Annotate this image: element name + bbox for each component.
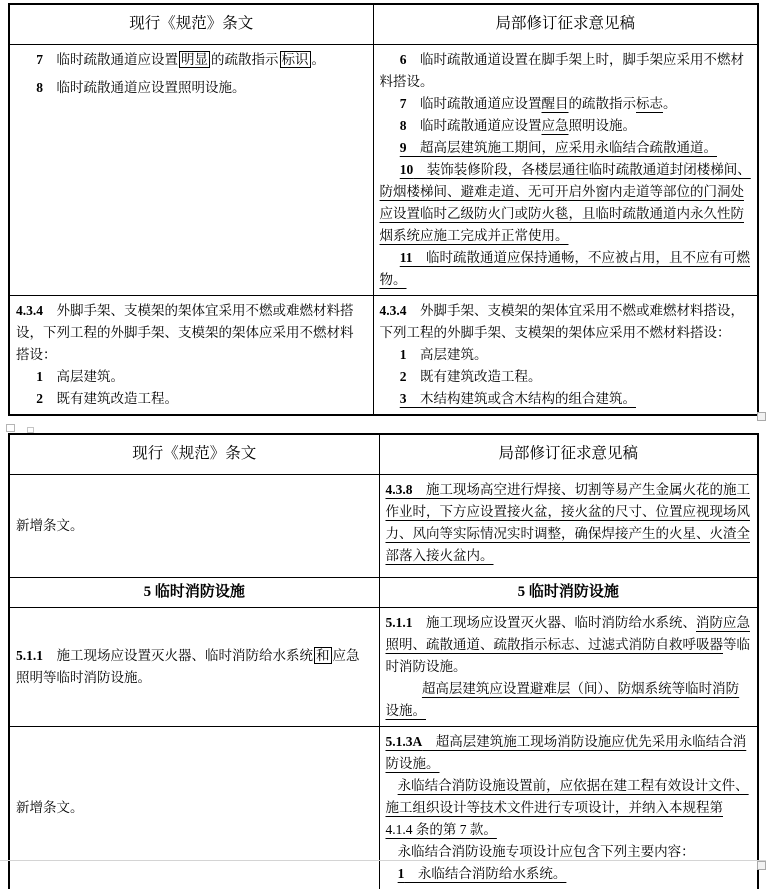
text-run: 8 [36,79,43,95]
inserted-text: 永临结合消防设施专项设计应包含下列主要内容： [397,843,695,859]
text-run: 应急照明等临时消防设施。 [16,647,360,685]
paragraph [380,93,752,115]
cell-current-evacuation-clauses [9,44,373,295]
inserted-text: 临时疏散通道应保持通畅，不应被占用，且不应有可燃物。 [379,249,751,287]
text-run: 5 临时消防设施 [517,584,619,600]
table-row [9,474,758,577]
text-run: 等临时消防设施。 [385,636,750,674]
paragraph [380,344,752,366]
comparison-table-top [8,3,759,416]
paragraph [16,77,367,99]
inserted-text: 4.3.8 [385,481,413,497]
text-run: 临时疏散通道设置在脚手架上时，脚手架应采用不燃材料搭设。 [379,51,744,89]
inserted-text: 10 [399,161,414,177]
paragraph [12,581,377,603]
inserted-text: 9 [399,139,407,155]
text-run: 5 临时消防设施 [143,584,245,600]
paragraph [16,300,367,366]
paragraph [386,612,752,678]
comparison-table-bottom [8,433,759,889]
inserted-text: 超高层建筑应设置避难层（间）、防烟系统等临时消防设施。 [385,680,740,718]
text-run: 的疏散指示 [568,95,636,111]
text-run: 。 [311,51,325,67]
inserted-text: 木结构建筑或含木结构的组合建筑。 [406,390,636,406]
text-run: 新增条文。 [16,517,84,533]
text-run: 7 [399,95,407,111]
paragraph [380,159,752,247]
text-run: 新增条文。 [16,799,84,815]
text-run: 7 [36,51,43,67]
column-header-revision-draft: 局部修订征求意见稿 [379,434,758,474]
column-header-current-code: 现行《规范》条文 [9,4,373,44]
paragraph [380,115,752,137]
table-header-row [9,434,758,474]
table-move-handle-icon[interactable] [6,424,15,432]
section-heading-current [9,577,379,607]
paragraph [16,797,373,819]
cell-revision-clause-4-3-4 [373,295,758,415]
inserted-text: 1 [397,865,405,881]
text-run: 4.3.4 [16,302,43,318]
deleted-text-box: 和 [316,647,330,663]
text-run: 照明设施。 [568,117,636,133]
text-run: 的疏散指示 [211,51,279,67]
column-header-revision-draft: 局部修订征求意见稿 [373,4,758,44]
text-run: 施工现场应设置灭火器、临时消防给水系统 [43,647,313,663]
text-run: 2 [36,390,43,406]
text-run: 2 [399,368,407,384]
paragraph [382,581,756,603]
cell-current-clause-5-1-1 [9,607,379,726]
inserted-text: 应急 [541,117,569,133]
text-run: 高层建筑。 [406,346,488,362]
paragraph [380,247,752,291]
text-run: 5.1.1 [385,614,413,630]
paragraph [380,49,752,93]
cell-current-clause-4-3-4 [9,295,373,415]
text-run: 临时疏散通道应设置 [406,117,542,133]
table-resize-handle-icon[interactable] [757,412,766,421]
inserted-text: 11 [399,249,413,265]
paragraph [16,366,367,388]
cell-revision-clause-4-3-8 [379,474,758,577]
paragraph [386,479,752,567]
paragraph [380,366,752,388]
paragraph [386,678,752,722]
text-run: 既有建筑改造工程。 [406,368,542,384]
inserted-text: 5.1.3A [385,733,423,749]
column-header-current-code: 现行《规范》条文 [9,434,379,474]
deleted-text-box: 明显 [181,51,208,67]
cell-current-new-clause-note [9,474,379,577]
paragraph [16,645,373,689]
cell-revision-clause-5-1-3a [379,726,758,889]
paragraph [380,388,752,410]
table-row [9,44,758,295]
paragraph [380,137,752,159]
text-run: 1 [36,368,43,384]
text-run: 。 [663,95,677,111]
text-run: 临时疏散通道应设置 [406,95,542,111]
inserted-text: 永临结合消防设施设置前，应依据在建工程有效设计文件、施工组织设计等技术文件进行专项设计，并纳入本规程第 4.1.4 条的第 7 款。 [385,777,749,837]
text-run: 6 [399,51,407,67]
deleted-text-box: 标识 [281,51,309,67]
text-run: 外脚手架、支模架的架体宜采用不燃或难燃材料搭设，下列工程的外脚手架、支模架的架体应采用不燃材料搭设： [16,302,354,362]
inserted-text: 施工现场高空进行焊接、切割等易产生金属火花的施工作业时，下方应设置接火盆，接火盆的尺寸、位置应视现场风力、风向等实际情况实时调整，确保焊接产生的火星、火渣全部落入接火盆内。 [385,481,750,563]
text-run: 4.3.4 [379,302,407,318]
text-run: 临时疏散通道应设置照明设施。 [43,79,246,95]
text-run: 5.1.1 [16,647,43,663]
text-run: 1 [399,346,407,362]
paragraph [16,49,367,71]
text-run: 高层建筑。 [43,368,124,384]
inserted-text: 超高层建筑施工期间，应采用永临结合疏散通道。 [406,139,717,155]
inserted-text: 超高层建筑施工现场消防设施应优先采用永临结合消防设施。 [385,733,747,771]
section-heading-revision [379,577,758,607]
table-resize-handle-icon[interactable] [757,861,766,870]
inserted-text: 标志 [636,95,663,111]
cell-current-new-clause-note [9,726,379,889]
paragraph [16,515,373,537]
inserted-text: 消防应急照明、疏散通道、疏散指示标志、过滤式消防自救呼吸器 [385,614,750,652]
paragraph [16,388,367,410]
inserted-text: 装饰装修阶段，各楼层通往临时疏散通道封闭楼梯间、防烟楼梯间、避难走道、无可开启外窗内走道等部位的门洞处应设置临时乙级防火门或防火毯，且临时疏散通道内永久性防烟系统应施工完成并正常使用。 [379,161,751,243]
cell-revision-evacuation-clauses [373,44,758,295]
table-row [9,295,758,415]
section-heading-row [9,577,758,607]
page-bottom-edge [0,860,766,861]
paragraph [386,731,752,775]
text-run: 8 [399,117,407,133]
paragraph [380,300,752,344]
inserted-text: 3 [399,390,407,406]
table-header-row [9,4,758,44]
inserted-text: 永临结合消防给水系统。 [404,865,567,881]
text-run: 外脚手架、支模架的架体宜采用不燃或难燃材料搭设，下列工程的外脚手架、支模架的架体应采用不燃材料搭设： [379,302,744,340]
inserted-text: 醒目 [541,95,569,111]
cell-revision-clause-5-1-1 [379,607,758,726]
table-row [9,726,758,889]
text-run: 施工现场应设置灭火器、临时消防给水系统、 [412,614,696,630]
text-run: 临时疏散通道应设置 [43,51,178,67]
paragraph [386,775,752,841]
paragraph [386,863,752,885]
table-row [9,607,758,726]
text-run: 既有建筑改造工程。 [43,390,178,406]
